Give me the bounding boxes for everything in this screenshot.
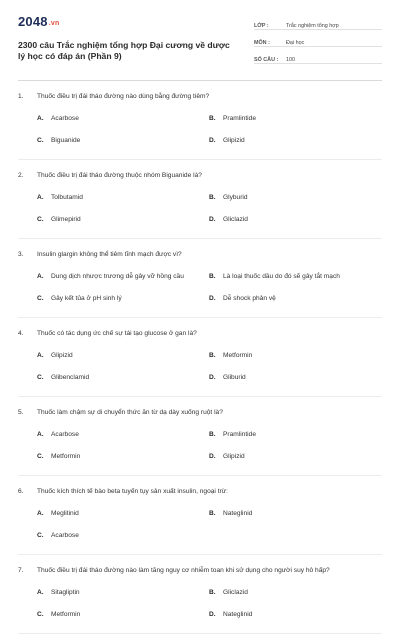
option-text: Acarbose — [51, 430, 79, 438]
option-text: Acarbose — [51, 114, 79, 122]
logo-text: 2048 — [18, 14, 48, 29]
question-text: Thuốc kích thích tế bào beta tuyến tụy sản xuất insulin, ngoại trừ: — [37, 488, 228, 495]
document-meta — [254, 16, 382, 67]
option-letter: B. — [209, 351, 216, 359]
answer-option[interactable] — [37, 445, 209, 467]
option-letter: A. — [37, 588, 44, 596]
question-header — [18, 250, 382, 260]
question-header — [18, 171, 382, 181]
answer-option[interactable] — [209, 107, 381, 129]
question-header — [18, 408, 382, 418]
meta-value: Trắc nghiệm tổng hợp — [286, 23, 339, 29]
question-text: Thuốc điều trị đái tháo đường thuộc nhóm Biguanide là? — [37, 172, 202, 179]
option-text: Meglitinid — [51, 509, 79, 517]
header-left — [18, 14, 233, 62]
option-text: Acarbose — [51, 531, 79, 539]
option-text: Dễ shock phản vệ — [223, 294, 276, 302]
option-text: Nateglinid — [223, 509, 253, 517]
option-text: Gliburid — [223, 373, 246, 381]
option-letter: B. — [209, 430, 216, 438]
option-letter: A. — [37, 509, 44, 517]
answer-option[interactable] — [37, 287, 209, 309]
answer-options — [18, 502, 382, 546]
option-letter: D. — [209, 136, 216, 144]
meta-label: LỚP : — [254, 23, 269, 29]
answer-option[interactable] — [37, 344, 209, 366]
meta-row-subject — [254, 33, 382, 47]
answer-option[interactable] — [37, 208, 209, 230]
question-item — [18, 239, 382, 318]
option-letter: D. — [209, 452, 216, 460]
option-text: Pramlintide — [223, 114, 256, 122]
option-text: Là loại thuốc dầu do đó sẽ gây tắt mạch — [223, 272, 340, 280]
option-letter: C. — [37, 294, 44, 302]
option-letter: A. — [37, 114, 44, 122]
answer-option[interactable] — [209, 603, 381, 625]
question-list — [18, 81, 382, 634]
option-text: Metformin — [223, 351, 253, 359]
question-text: Thuốc làm chậm sự di chuyển thức ăn từ dạ dày xuống ruột là? — [37, 409, 223, 416]
option-letter: C. — [37, 136, 44, 144]
question-number: 6. — [18, 488, 24, 495]
meta-row-class — [254, 16, 382, 30]
answer-option[interactable] — [37, 603, 209, 625]
question-header — [18, 566, 382, 576]
meta-value: Đại học — [286, 40, 305, 46]
meta-value: 100 — [286, 57, 295, 63]
answer-option[interactable] — [209, 265, 381, 287]
option-text: Metformin — [51, 610, 81, 618]
question-header — [18, 329, 382, 339]
site-logo[interactable] — [18, 14, 233, 29]
question-text: Insulin glargin không thể tiêm tĩnh mạch được vì? — [37, 251, 182, 258]
answer-option[interactable] — [209, 445, 381, 467]
answer-option[interactable] — [209, 423, 381, 445]
option-text: Nateglinid — [223, 610, 253, 618]
question-number: 4. — [18, 330, 24, 337]
option-letter: B. — [209, 114, 216, 122]
question-text: Thuốc điều trị đái tháo đường nào làm tăng nguy cơ nhiễm toan khi sử dụng cho người suy hô hấp? — [37, 567, 330, 574]
question-text: Thuốc điều trị đái tháo đường nào dùng bằng đường tiêm? — [37, 93, 210, 100]
answer-options — [18, 423, 382, 467]
meta-label: MÔN : — [254, 40, 270, 46]
logo-tld: .vn — [48, 20, 60, 27]
option-text: Glimepirid — [51, 215, 81, 223]
question-item — [18, 81, 382, 160]
option-text: Biguanide — [51, 136, 81, 144]
answer-option[interactable] — [37, 265, 209, 287]
option-letter: D. — [209, 610, 216, 618]
answer-option[interactable] — [209, 208, 381, 230]
option-letter: D. — [209, 373, 216, 381]
option-letter: D. — [209, 294, 216, 302]
answer-option[interactable] — [209, 366, 381, 388]
answer-options — [18, 186, 382, 230]
answer-option[interactable] — [209, 129, 381, 151]
option-text: Sitagliptin — [51, 588, 80, 596]
option-letter: B. — [209, 588, 216, 596]
option-text: Glyburid — [223, 193, 248, 201]
option-letter: B. — [209, 272, 216, 280]
option-text: Gây kết tủa ở pH sinh lý — [51, 294, 122, 302]
answer-option[interactable] — [209, 186, 381, 208]
question-number: 3. — [18, 251, 24, 258]
question-header — [18, 487, 382, 497]
answer-option[interactable] — [209, 344, 381, 366]
meta-label: SỐ CÂU : — [254, 57, 279, 63]
option-text: Glipizid — [223, 452, 245, 460]
question-number: 2. — [18, 172, 24, 179]
option-letter: C. — [37, 610, 44, 618]
answer-option[interactable] — [37, 107, 209, 129]
question-item — [18, 318, 382, 397]
question-number: 5. — [18, 409, 24, 416]
option-letter: C. — [37, 531, 44, 539]
option-text: Dung dịch nhược trương dễ gây vỡ hồng cầu — [51, 272, 184, 280]
option-text: Glipizid — [51, 351, 73, 359]
answer-options — [18, 581, 382, 625]
option-text: Gliclazid — [223, 215, 248, 223]
option-text: Glibenclamid — [51, 373, 90, 381]
question-text: Thuốc có tác dụng ức chế sự tái tạo glucose ở gan là? — [37, 330, 197, 337]
answer-option[interactable] — [37, 423, 209, 445]
answer-option[interactable] — [209, 287, 381, 309]
answer-option[interactable] — [37, 502, 209, 524]
option-letter: B. — [209, 509, 216, 517]
answer-option[interactable] — [209, 502, 381, 524]
option-letter: C. — [37, 452, 44, 460]
document-title: 2300 câu Trắc nghiệm tổng hợp Đại cương về dược lý học có đáp án (Phần 9) — [18, 40, 230, 61]
option-text: Glipizid — [223, 136, 245, 144]
answer-option[interactable] — [37, 129, 209, 151]
option-letter: D. — [209, 215, 216, 223]
option-letter: B. — [209, 193, 216, 201]
answer-option[interactable] — [37, 524, 209, 546]
answer-option[interactable] — [37, 186, 209, 208]
question-item — [18, 555, 382, 634]
option-letter: A. — [37, 430, 44, 438]
question-item — [18, 160, 382, 239]
answer-option[interactable] — [37, 366, 209, 388]
question-number: 7. — [18, 567, 24, 574]
option-letter: C. — [37, 373, 44, 381]
option-letter: A. — [37, 193, 44, 201]
option-text: Metformin — [51, 452, 81, 460]
option-text: Pramlintide — [223, 430, 256, 438]
document-header — [18, 14, 382, 76]
answer-options — [18, 344, 382, 388]
option-letter: A. — [37, 272, 44, 280]
option-text: Tolbutamid — [51, 193, 83, 201]
option-letter: A. — [37, 351, 44, 359]
question-item — [18, 476, 382, 555]
meta-row-count — [254, 50, 382, 64]
answer-options — [18, 107, 382, 151]
question-header — [18, 92, 382, 102]
answer-options — [18, 265, 382, 309]
question-number: 1. — [18, 93, 24, 100]
option-text: Gliclazid — [223, 588, 248, 596]
question-item — [18, 397, 382, 476]
option-letter: C. — [37, 215, 44, 223]
